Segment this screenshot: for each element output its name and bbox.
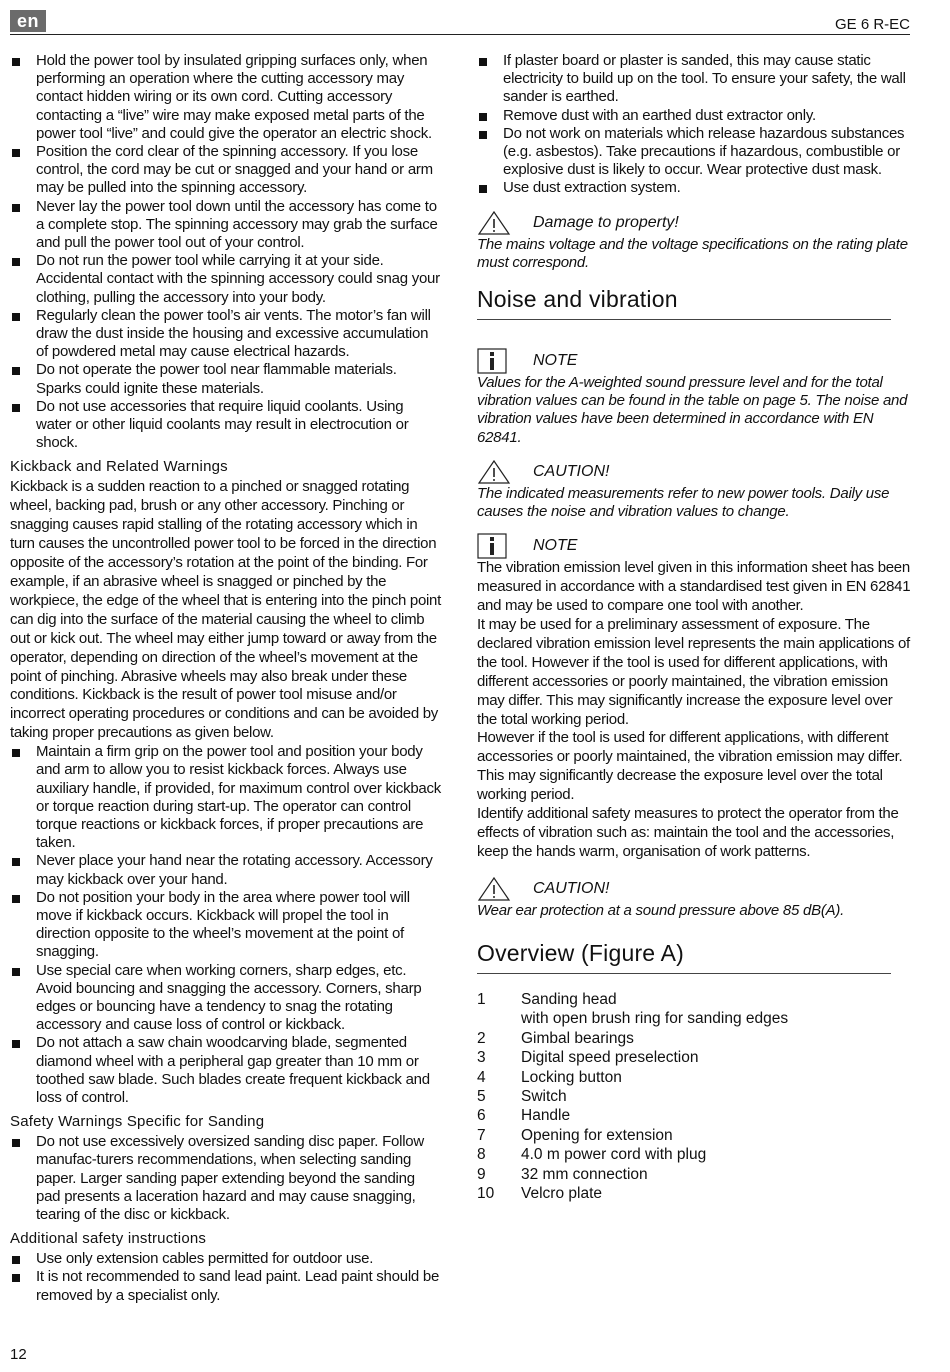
kickback-heading: Kickback and Related Warnings [10, 458, 228, 476]
notice-label: Damage to property! [533, 213, 679, 231]
item-number: 8 [477, 1146, 486, 1164]
warning-triangle-icon [477, 459, 511, 485]
item-text: Locking button [521, 1068, 622, 1086]
item-number: 9 [477, 1165, 486, 1183]
bullet-item: Do not use accessories that require liquid coolants. Using water or other liquid coolants may result in electrocution or shock. [10, 398, 442, 453]
bullet-item: Do not run the power tool while carrying it at your side. Accidental contact with the spinning accessory could snag your clothing, pulling the accessory into your body. [10, 252, 442, 307]
info-icon [477, 348, 511, 374]
right-column [477, 52, 911, 1203]
notice-label: CAUTION! [533, 879, 610, 897]
note-notice-vibration [477, 533, 911, 862]
list-item [477, 1029, 788, 1048]
language-badge: en [10, 10, 46, 32]
list-item [477, 1048, 788, 1067]
header-rule [10, 34, 910, 35]
list-item [477, 1145, 788, 1164]
bullet-item: Never lay the power tool down until the accessory has come to a complete stop. The spinning accessory may grab the surface and pull the power tool out of your control. [10, 198, 442, 253]
safety-bullets-general [10, 52, 442, 452]
info-icon [477, 533, 511, 559]
bullet-item: Regularly clean the power tool’s air vents. The motor’s fan will draw the dust inside the housing and excessive accumulation of powdered metal may cause electrical hazards. [10, 307, 442, 362]
item-number [477, 1009, 521, 1028]
vibration-paragraph: However if the tool is used for different applications, with different accessories or poorly maintained, the vibration emission may differ. This may significantly decrease the exposure level over the total working period. [477, 729, 903, 804]
left-column [10, 52, 442, 1305]
item-number: 5 [477, 1087, 486, 1105]
item-text: 32 mm connection [521, 1165, 648, 1183]
bullet-item: It is not recommended to sand lead paint. Lead paint should be removed by a specialist only. [10, 1268, 442, 1304]
bullet-item: Do not use excessively oversized sanding disc paper. Follow manufac-turers recommendations, when selecting sanding paper. Larger sanding paper extending beyond the sanding pad presents a laceration hazard and may cause snagging, tearing of the disc or kickback. [10, 1133, 442, 1224]
caution-notice-ear [477, 876, 911, 920]
item-text: Velcro plate [521, 1185, 602, 1203]
additional-bullets [10, 1250, 442, 1305]
item-number: 10 [477, 1185, 495, 1203]
item-text: Opening for extension [521, 1126, 673, 1144]
bullet-item: Remove dust with an earthed dust extractor only. [477, 107, 911, 125]
list-item [477, 1126, 788, 1145]
item-number: 4 [477, 1068, 486, 1086]
kickback-paragraph: Kickback is a sudden reaction to a pinched or snagged rotating wheel, backing pad, brush or any other accessory. Pinching or snagging causes rapid stalling of the rotating accessory which in turn causes the uncontrolled power tool to be forced in the direction opposite of the accessory’s rotation at the point of the binding. For example, if an abrasive wheel is snagged or pinched by the workpiece, the edge of the wheel that is entering into the pinch point can dig into the surface of the material causing the wheel to climb out or kick out. The wheel may either jump toward or away from the operator, depending on direction of the wheel’s movement at the point of pinching. Abrasive wheels may also break under these conditions. Kickback is the result of power tool misuse and/or incorrect operating procedures or conditions and can be avoided by taking proper precautions as given below. [10, 478, 441, 742]
list-item [477, 1165, 788, 1184]
overview-list [477, 990, 788, 1203]
item-text: Handle [521, 1107, 571, 1125]
bullet-item: Use only extension cables permitted for outdoor use. [10, 1250, 442, 1268]
item-text: Sanding head [521, 990, 617, 1008]
item-number: 1 [477, 990, 486, 1008]
sanding-bullets [10, 1133, 442, 1224]
item-text: 4.0 m power cord with plug [521, 1146, 707, 1164]
list-item [477, 1009, 788, 1028]
item-text: Gimbal bearings [521, 1029, 634, 1047]
sanding-heading: Safety Warnings Specific for Sanding [10, 1113, 265, 1131]
item-text: Switch [521, 1087, 567, 1105]
bullet-item: Do not operate the power tool near flammable materials. Sparks could ignite these materials. [10, 361, 442, 397]
list-item [477, 1184, 788, 1203]
section-heading-overview: Overview (Figure A) [477, 940, 891, 974]
bullet-item: Use dust extraction system. [477, 179, 911, 197]
page-number: 12 [10, 1346, 27, 1363]
kickback-bullets [10, 743, 442, 1107]
caution-notice [477, 459, 911, 521]
item-text: Digital speed preselection [521, 1049, 699, 1067]
list-item [477, 1068, 788, 1087]
item-number: 3 [477, 1049, 486, 1067]
notice-label: NOTE [533, 537, 578, 555]
bullet-item: Do not attach a saw chain woodcarving blade, segmented diamond wheel with a peripheral gap greater than 10 mm or toothed saw blade. Such blades create frequent kickback and loss of control. [10, 1034, 442, 1107]
item-number: 7 [477, 1126, 486, 1144]
item-number: 6 [477, 1107, 486, 1125]
notice-text: The mains voltage and the voltage specifications on the rating plate must correspond. [477, 235, 908, 271]
bullet-item: Position the cord clear of the spinning accessory. If you lose control, the cord may be cut or snagged and your hand or arm may be pulled into the spinning accessory. [10, 143, 442, 198]
list-item [477, 1087, 788, 1106]
notice-label: NOTE [533, 352, 578, 370]
vibration-paragraph: It may be used for a preliminary assessment of exposure. The declared vibration emission level represents the main applications of the tool. However if the tool is used for different applications, with different accessories or poorly maintained, the vibration emission may differ. This may significantly increase the exposure level over the total working period. [477, 615, 910, 728]
notice-text: Values for the A-weighted sound pressure level and for the total vibration values can be found in the table on page 5. The noise and vibration values have been determined in accordance with EN 62841. [477, 374, 908, 446]
damage-notice [477, 210, 911, 272]
bullet-item: Maintain a firm grip on the power tool and position your body and arm to allow you to resist kickback forces. Always use auxiliary handle, if provided, for maximum control over kickback or torque reaction during start-up. The operator can control torque reactions or kickback forces, if proper precautions are taken. [10, 743, 442, 852]
model-name: GE 6 R-EC [834, 16, 910, 33]
bullet-item: Do not position your body in the area where power tool will move if kickback occurs. Kickback will propel the tool in direction opposite to the wheel’s movement at the point of snagging. [10, 889, 442, 962]
notice-text: Wear ear protection at a sound pressure above 85 dB(A). [477, 901, 845, 919]
note-notice [477, 348, 911, 447]
bullet-item: Use special care when working corners, sharp edges, etc. Avoid bouncing and snagging the accessory. Corners, sharp edges or bouncing have a tendency to snag the rotating accessory and cause loss of control or kickback. [10, 962, 442, 1035]
bullet-item: Do not work on materials which release hazardous substances (e.g. asbestos). Take precautions if hazardous, combustible or explosive dust is likely to occur. Wear protective dust mask. [477, 125, 911, 180]
warning-triangle-icon [477, 876, 511, 902]
bullet-item: Hold the power tool by insulated gripping surfaces only, when performing an operation where the cutting accessory may contact hidden wiring or its own cord. Cutting accessory contacting a “live” wire may make exposed metal parts of the power tool “live” and could give the operator an electric shock. [10, 52, 442, 143]
notice-label: CAUTION! [533, 462, 610, 480]
vibration-paragraph: Identify additional safety measures to protect the operator from the effects of vibration such as: maintain the tool and the accessories, keep the hands warm, organisation of work patterns. [477, 805, 899, 860]
list-item [477, 1106, 788, 1125]
additional-heading: Additional safety instructions [10, 1230, 207, 1248]
notice-text: The indicated measurements refer to new power tools. Daily use causes the noise and vibration values to change. [477, 484, 890, 521]
warning-triangle-icon [477, 210, 511, 236]
bullet-item: Never place your hand near the rotating accessory. Accessory may kickback over your hand. [10, 852, 442, 888]
dust-bullets [477, 52, 911, 198]
vibration-paragraph: The vibration emission level given in this information sheet has been measured in accordance with a standardised test given in EN 62841 and may be used to compare one tool with another. [477, 559, 911, 615]
item-number: 2 [477, 1029, 486, 1047]
item-text: with open brush ring for sanding edges [521, 1010, 789, 1028]
section-heading-noise: Noise and vibration [477, 286, 891, 320]
bullet-item: If plaster board or plaster is sanded, this may cause static electricity to build up on the tool. To ensure your safety, the wall sander is earthed. [477, 52, 911, 107]
list-item [477, 990, 788, 1009]
